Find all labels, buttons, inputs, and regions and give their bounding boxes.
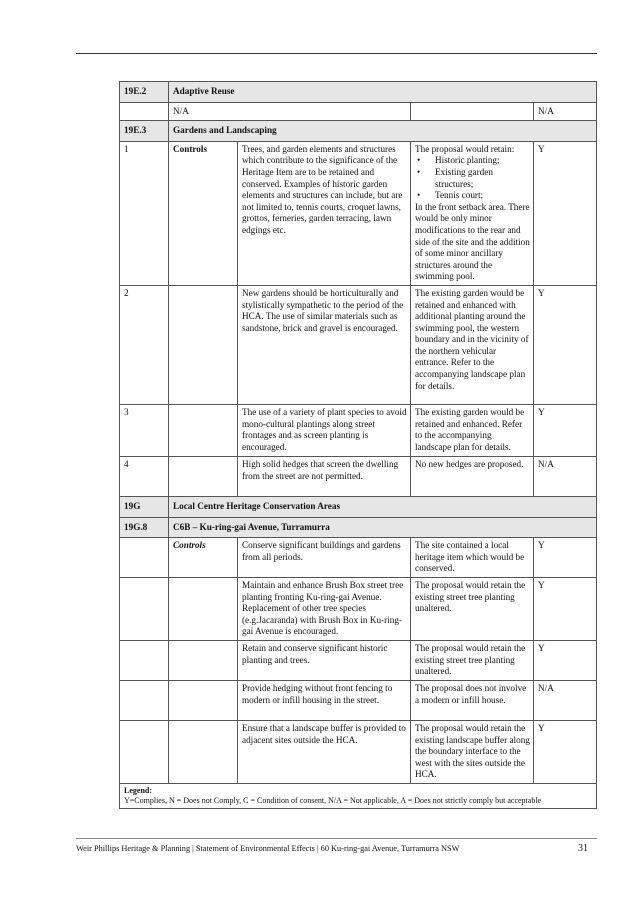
compliance-cell: Y [534, 141, 597, 285]
compliance-cell: Y [534, 538, 597, 578]
legend-row [120, 784, 597, 809]
section-row-19e2 [120, 82, 597, 103]
control-cell: Conserve significant buildings and gardens from all periods. [238, 538, 411, 578]
response-cell: The existing garden would be retained and enhanced with additional planting around the swimming pool, the western boundary and in the vicinity of the northern vehicular entrance. Refer to the accompanying landscape plan for details. [411, 285, 534, 404]
compliance-cell: N/A [534, 102, 597, 121]
row-number: 4 [120, 456, 169, 496]
table-row [120, 681, 597, 721]
controls-label: Controls [169, 141, 238, 285]
legend-text: Y=Complies, N = Does not Comply, C = Condition of consent, N/A = Not applicable, A = Does not strictly comply but acceptable [124, 796, 542, 806]
response-cell: The site contained a local heritage item which would be conserved. [411, 538, 534, 578]
section-number: 19E.2 [120, 82, 169, 103]
control-cell: Provide hedging without front fencing to modern or infill housing in the street. [238, 681, 411, 721]
response-intro: The proposal would retain: [415, 143, 515, 154]
control-cell: Retain and conserve significant historic planting and trees. [238, 641, 411, 681]
header-rule [76, 53, 597, 54]
row-number: 2 [120, 285, 169, 404]
compliance-table [119, 81, 597, 809]
table-row [120, 404, 597, 456]
controls-label: Controls [169, 538, 238, 578]
compliance-cell: Y [534, 285, 597, 404]
control-cell: N/A [169, 102, 411, 121]
control-cell: The use of a variety of plant species to avoid mono-cultural plantings along street frontages and as screen planting is encouraged. [238, 404, 411, 456]
section-number: 19G [120, 496, 169, 517]
section-row-19g [120, 496, 597, 517]
section-title: Adaptive Reuse [169, 82, 597, 103]
response-cell: The existing garden would be retained and enhanced. Refer to the accompanying landscape plan for details. [411, 404, 534, 456]
row-number: 1 [120, 141, 169, 285]
response-cell: The proposal does not involve a modern or infill house. [411, 681, 534, 721]
table-row [120, 578, 597, 641]
section-number: 19G.8 [120, 517, 169, 538]
control-cell: Maintain and enhance Brush Box street tree planting fronting Ku-ring-gai Avenue. Replacement of other tree species (e.g.Jacaranda) with Brush Box in Ku-ring-gai Avenue is encouraged. [238, 578, 411, 641]
control-cell: High solid hedges that screen the dwelling from the street are not permitted. [238, 456, 411, 496]
response-cell [411, 141, 534, 285]
control-cell: Trees, and garden elements and structures which contribute to the significance of the Heritage Item are to be retained and conserved. Examples of historic garden elements and structures can include, but are not limited to, tennis courts, croquet lawns, grottos, ferneries, garden terracing, lawn edgings etc. [238, 141, 411, 285]
compliance-cell: N/A [534, 456, 597, 496]
section-title: Local Centre Heritage Conservation Areas [169, 496, 597, 517]
page-footer [76, 843, 588, 854]
compliance-cell: N/A [534, 681, 597, 721]
table-row [120, 102, 597, 121]
legend-title: Legend: [124, 786, 152, 796]
response-bullet-list [415, 155, 530, 201]
page-number: 31 [578, 843, 588, 854]
footer-text: Weir Phillips Heritage & Planning | Statement of Environmental Effects | 60 Ku-ring-gai Avenue, Turramurra NSW [76, 844, 460, 853]
list-item: • Historic planting; [415, 155, 530, 167]
response-outro: In the front setback area. There would be only minor modifications to the rear and side of the site and the addition of some minor ancillary structures around the swimming pool. [415, 201, 530, 282]
footer-rule [76, 838, 597, 839]
response-cell: The proposal would retain the existing landscape buffer along the boundary interface to the west with the sites outside the HCA. [411, 721, 534, 784]
section-row-19g8 [120, 517, 597, 538]
section-title: C6B – Ku-ring-gai Avenue, Turramurra [169, 517, 597, 538]
table-row [120, 141, 597, 285]
compliance-cell: Y [534, 641, 597, 681]
compliance-cell: Y [534, 721, 597, 784]
response-cell: The proposal would retain the existing street tree planting unaltered. [411, 578, 534, 641]
section-title: Gardens and Landscaping [169, 121, 597, 142]
table-row [120, 641, 597, 681]
row-number: 3 [120, 404, 169, 456]
table-row [120, 721, 597, 784]
table-row [120, 456, 597, 496]
legend [120, 784, 597, 809]
list-item: • Existing garden structures; [415, 167, 530, 190]
control-cell: New gardens should be horticulturally and stylistically sympathetic to the period of the HCA. The use of similar materials such as sandstone, brick and gravel is encouraged. [238, 285, 411, 404]
response-cell: No new hedges are proposed. [411, 456, 534, 496]
section-number: 19E.3 [120, 121, 169, 142]
response-cell: The proposal would retain the existing street tree planting unaltered. [411, 641, 534, 681]
table-row [120, 538, 597, 578]
list-item: • Tennis court; [415, 190, 530, 202]
compliance-cell: Y [534, 578, 597, 641]
section-row-19e3 [120, 121, 597, 142]
table-row [120, 285, 597, 404]
compliance-cell: Y [534, 404, 597, 456]
control-cell: Ensure that a landscape buffer is provided to adjacent sites outside the HCA. [238, 721, 411, 784]
